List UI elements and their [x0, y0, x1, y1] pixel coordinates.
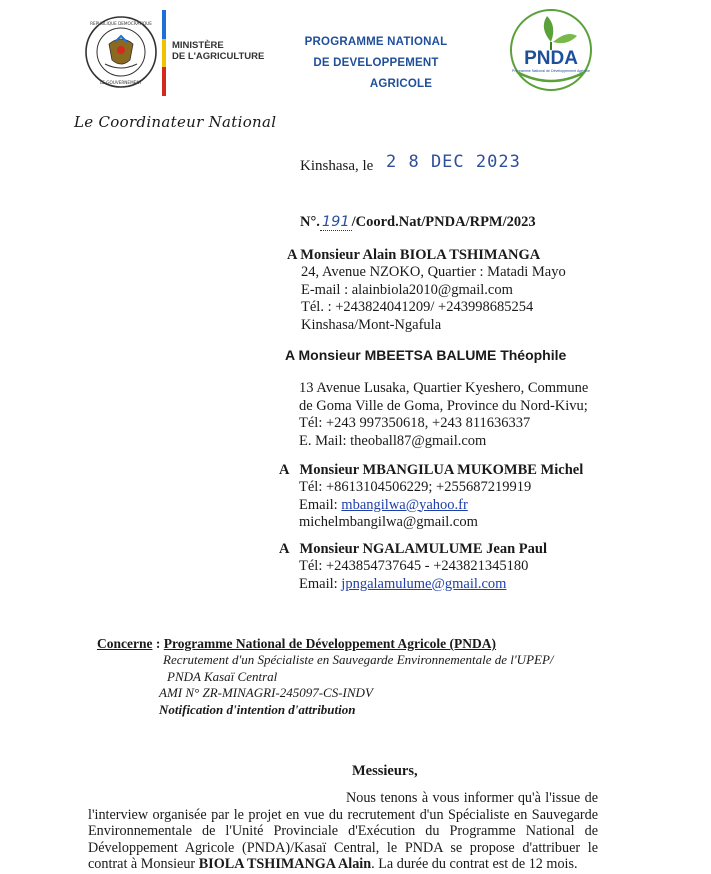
subject-block: Concerne : Programme National de Développement Agricole (PNDA) Recrutement d'un Spécialiste en Sauvegarde Environnementale de l'UPEP/ PNDA Kasaï Central AMI N° ZR-MINAGRI-245097-CS-INDV Notification d'intention d'attribution: [97, 636, 554, 717]
date-stamp: 2 8 DEC 2023: [386, 152, 521, 172]
svg-text:Programme National de Développ: Programme National de Développement Agricole: [512, 69, 590, 73]
subject-title: Programme National de Développement Agricole (PNDA): [163, 636, 497, 651]
body-paragraph: Nous tenons à vous informer qu'à l'issue de l'interview organisée par le projet en vue du recrutement d'un Spécialiste en Sauvegarde Environnementale de l'Unité Provinciale d'Exécution du Programme National de Développement Agricole (PNDA)/Kasaï Central, le PNDA se propose d'attribuer le contrat à Monsieur BIOLA TSHIMANGA Alain. La durée du contrat est de 12 mois.: [88, 790, 598, 873]
program-title: PROGRAMME NATIONAL DE DEVELOPPEMENT AGRICOLE: [304, 36, 448, 90]
svg-text:LE GOUVERNEMENT: LE GOUVERNEMENT: [99, 80, 143, 85]
ministry-label: MINISTÈRE DE L'AGRICULTURE: [172, 40, 265, 62]
recipient-name: A Monsieur MBANGILUA MUKOMBE Michel: [279, 462, 584, 478]
pnda-logo-icon: [503, 8, 599, 92]
recipient-name: A Monsieur NGALAMULUME Jean Paul: [279, 541, 547, 557]
recipient-name: A Monsieur Alain BIOLA TSHIMANGA: [287, 247, 541, 263]
recipient-2: A Monsieur MBEETSA BALUME Théophile 13 Avenue Lusaka, Quartier Kyeshero, Commune de Goma Ville de Goma, Province du Nord-Kivu; Tél: +243 997350618, +243 811636337 E. Mail: theoball87@gmail.com: [285, 347, 589, 449]
recipient-3: A Monsieur MBANGILUA MUKOMBE Michel Tél: +8613104506229; +255687219919 Email: mbangilwa@yahoo.fr michelmbangilwa@gmail.com: [279, 462, 584, 530]
subject-label: Concerne: [97, 636, 153, 651]
sender-title: Le Coordinateur National: [74, 113, 277, 131]
flag-color-bar: [162, 10, 166, 96]
recipient-name: A Monsieur MBEETSA BALUME Théophile: [285, 347, 567, 363]
pnda-logo-text: PNDA: [524, 48, 578, 69]
recipient-1: A Monsieur Alain BIOLA TSHIMANGA 24, Avenue NZOKO, Quartier : Matadi Mayo E-mail : alainbiola2010@gmail.com Tél. : +243824041209/ +243998685254 Kinshasa/Mont-Ngafula: [287, 247, 566, 333]
email-link[interactable]: mbangilwa@yahoo.fr: [341, 496, 468, 513]
email-link[interactable]: jpngalamulume@gmail.com: [341, 575, 507, 592]
coat-of-arms-seal-icon: [83, 14, 159, 90]
recipient-4: A Monsieur NGALAMULUME Jean Paul Tél: +243854737645 - +243821345180 Email: jpngalamulume@gmail.com: [279, 541, 547, 592]
place-label: Kinshasa, le: [300, 158, 374, 174]
svg-text:REPUBLIQUE DEMOCRATIQUE: REPUBLIQUE DEMOCRATIQUE: [90, 21, 152, 26]
greeting: Messieurs,: [352, 763, 418, 779]
reference-number: N°. 191 /Coord.Nat/PNDA/RPM/2023: [300, 214, 536, 230]
